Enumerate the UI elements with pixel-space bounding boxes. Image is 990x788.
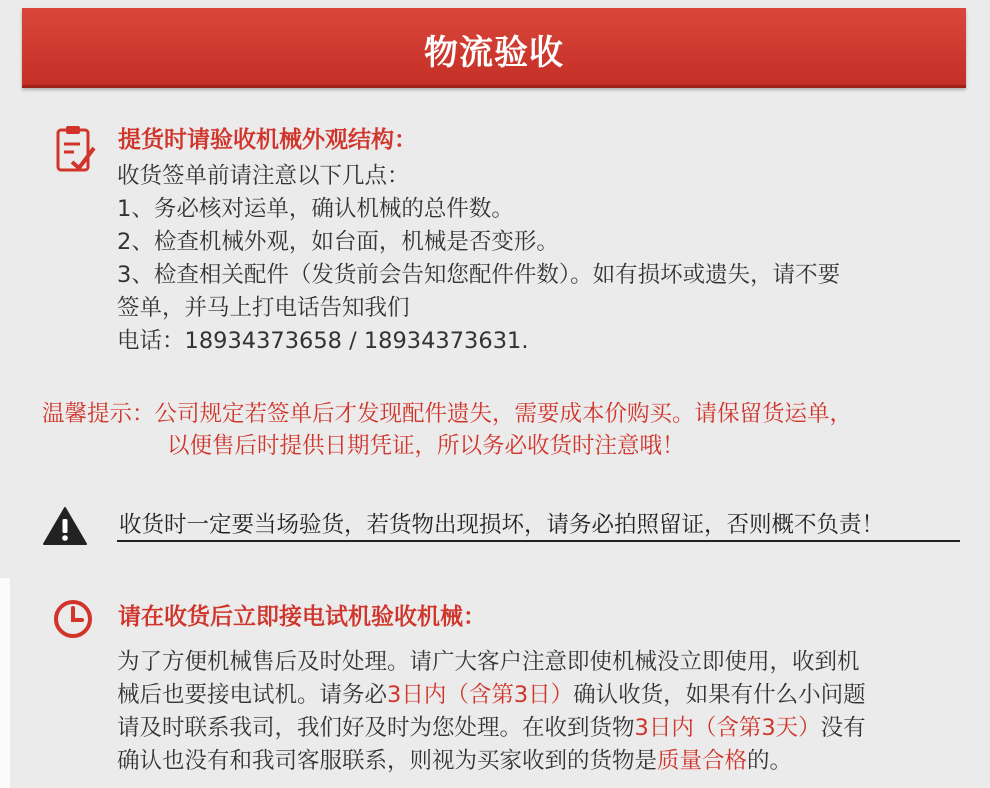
section1-heading: 提货时请验收机械外观结构：	[118, 127, 417, 153]
section2-line-2-b: 确认收货，如果有什么小问题	[573, 682, 866, 708]
section2-line-3-b: 没有	[820, 715, 866, 741]
notice-underline	[117, 540, 960, 542]
section1-line-1: 收货签单前请注意以下几点：	[117, 163, 410, 189]
section2-line-4-b: 的。	[747, 748, 793, 774]
section2-line-3-a: 请及时联系我司，我们好及时为您处理。在收到货物	[117, 715, 635, 741]
section2-quality-text: 质量合格	[657, 748, 748, 774]
section1-line-4: 3、检查相关配件（发货前会告知您配件件数）。如有损坏或遗失，请不要	[117, 262, 841, 288]
clock-icon	[52, 598, 94, 640]
section1-line-3: 2、检查机械外观，如台面，机械是否变形。	[117, 229, 559, 255]
section2-line-2	[117, 679, 866, 711]
section2-deadline-2: 3日内（含第3天）	[634, 715, 821, 741]
section2-deadline-1: 3日内（含第3日）	[387, 682, 574, 708]
section2-line-2-a: 械后也要接电试机。请务必	[117, 682, 388, 708]
clipboard-check-icon	[54, 124, 98, 174]
section2-heading: 请在收货后立即接电试机验收机械：	[118, 604, 486, 630]
notice-text: 收货时一定要当场验货，若货物出现损坏，请务必拍照留证，否则概不负责！	[119, 512, 885, 538]
banner-title: 物流验收	[424, 33, 564, 73]
lower-panel-edge	[0, 578, 10, 788]
section1-line-5: 签单，并马上打电话告知我们	[117, 295, 410, 321]
warning-triangle-icon	[42, 506, 88, 546]
title-banner	[22, 8, 966, 88]
section2-line-1: 为了方便机械售后及时处理。请广大客户注意即使机械没立即使用，收到机	[117, 649, 860, 675]
section1-line-2: 1、务必核对运单，确认机械的总件数。	[117, 196, 514, 222]
section2-line-3	[117, 712, 866, 744]
tip-line-2: 以便售后时提供日期凭证，所以务必收货时注意哦！	[167, 433, 685, 459]
section2-line-4-a: 确认也没有和我司客服联系，则视为买家收到的货物是	[117, 748, 658, 774]
section2-line-4	[117, 745, 792, 777]
section1-phone: 电话：18934373658 / 18934373631.	[117, 328, 529, 354]
tip-line-1: 温馨提示：公司规定若签单后才发现配件遗失，需要成本价购买。请保留货运单，	[42, 401, 853, 427]
